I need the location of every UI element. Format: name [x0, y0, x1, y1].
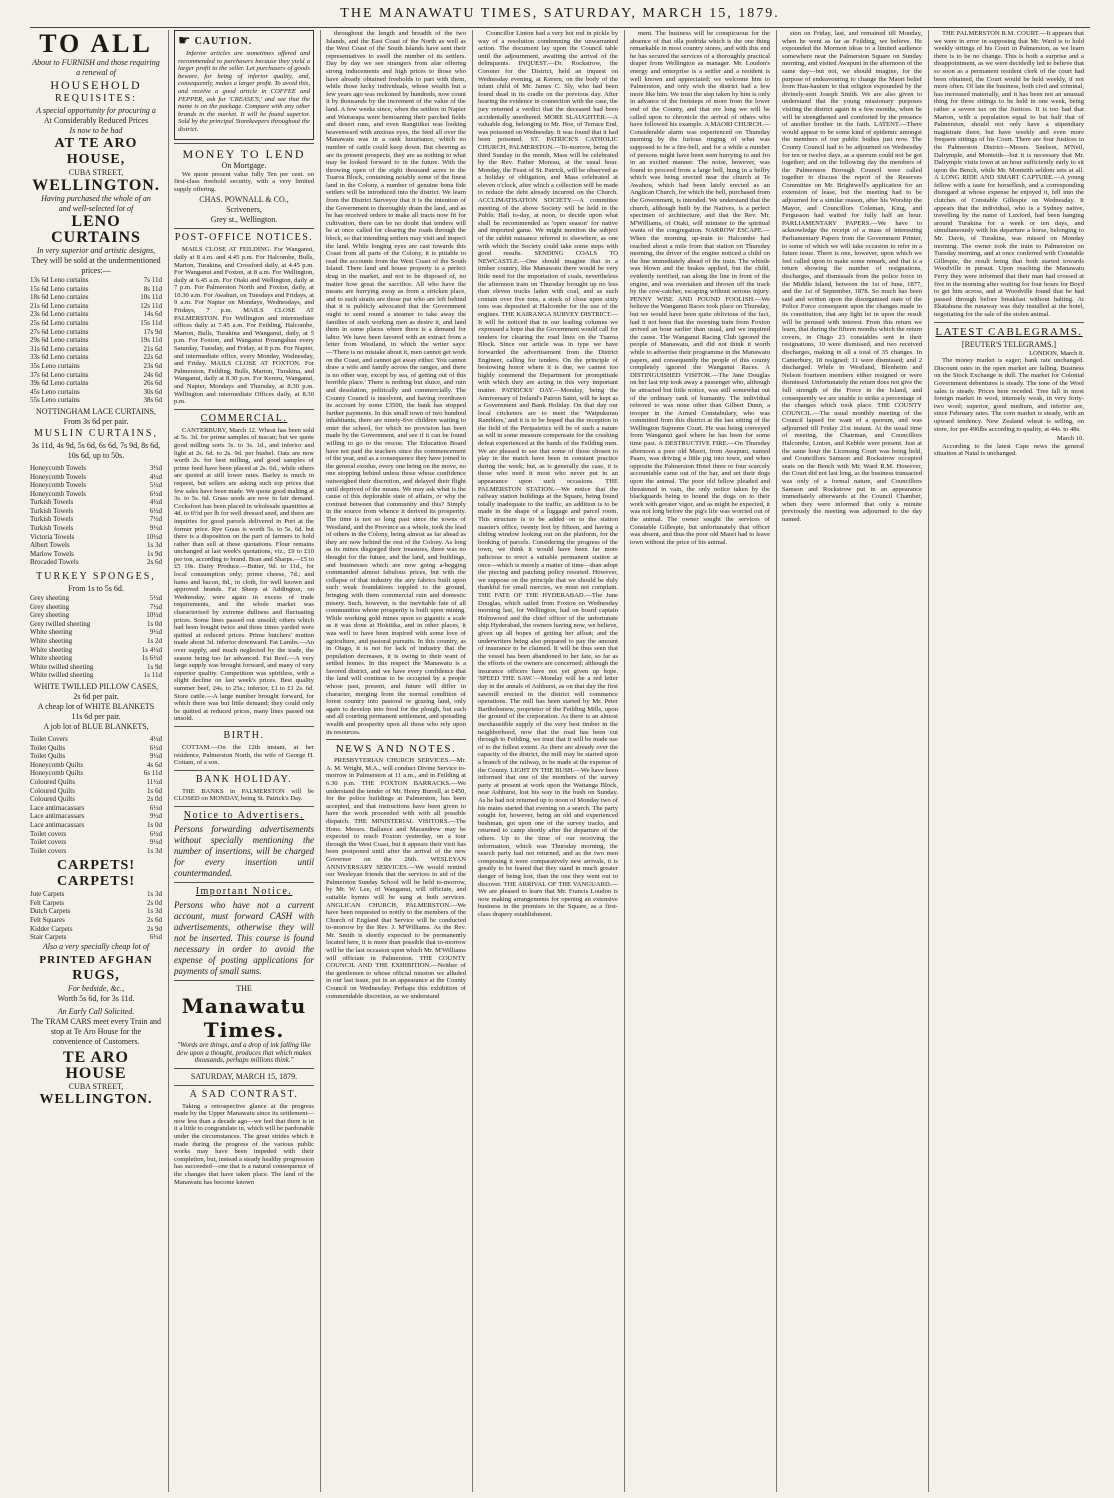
- carpet-price-list: [30, 890, 162, 942]
- covers-row-item: Toilet Quilts: [30, 752, 66, 761]
- now-hand-text: Is now to be had: [69, 126, 123, 135]
- covers-row-item: Lace antimacassars: [30, 812, 85, 821]
- towel-row: [30, 481, 162, 490]
- carpet-row-item: Jute Carpets: [30, 890, 65, 899]
- news-col5-text: ment. The business will be conspicuous for the absence of that olla podrida which is the one thing remarkable in most country stores, and with this end he has secured the services of a thoroughly practical draper from Wellington as manager. Mr. Loudon's energy and enterprise is a settler and a resident is well known and appreciated; we welcome him to Palmerston, and only wish the district had a few more like him. We trust the step taken by him is only in advance of the footsteps of more from the lower end of the County, and that ere long we will be called upon to chronicle the arrival of others who have followed his example. A MAORI CHURCH.—Considerable alarm was experienced on Thursday morning by the furious ringing of what was supposed to be a fire-bell, and for a while a number of persons might have been seen hurrying to and fro in an excited manner. The noise, however, was found to proceed from a large bell, hung in a belfry which was being erected near the church at Te Awahou, which had been lately erected as an Anglican Church, for which the bell, purchased from the Government, is intended. We understand that the church, although built by the Natives, is a perfect specimen of architecture, and that the Rev. Mr. M'Williams, of Otaki, will minister to the spiritual wants of the congregation. NARROW ESCAPE.—When the morning up-train to Halcombe had reached about a mile from that station on Thursday morning, the driver of the engine noticed a child on the line immediately ahead of the train. The whistle was blown and the brakes applied, but the child, evidently terrified, ran along the line in front of the engine, and was overtaken and thrown off the track by the cow-catcher, escaping without serious injury. PENNY WISE AND POUND FOOLISH.—We believe the Wanganui Races took place on Thursday, but we would have been quite oblivious of the fact, had it not been that the morning train from Foxton arrived an hour earlier than usual, and we inquired the cause. The Wanganui Racing Club ignored the people of Manawatu, and did not think it worth while to advertise their programme in the Manawatu papers, and consequently the people of this county completely ignored the Wanganui Races. A DISTINGUISHED VISITOR.—The Jane Douglas on her last trip took away a passenger who, although he attracted but little notice, was still somewhat out of the ordinary rank of humanity. The individual referred to was none other than Gilbert Dunn, a trooper in the Armed Constabulary, who was committed from this district at the last sitting of the Wellington Supreme Court. He was being conveyed from Wanganui gaol where he has been for some time past. A DESTRUCTIVE FIRE.—On Thursday afternoon a poor old Maori, from Awapuni, named Paaro, was driving a little pig into town, and when opposite the Palmerston Hotel three or four scarcely accountable came out of the bar, and set their dogs upon the animal. The poor old fellow pleaded and threatened in vain, the only notice taken by the blackguards being to hound the dogs on to their work with greater vigor, and as might be expected, it was not long before the pig's life was worried out of the animal. The owner sought the services of Constable Gillespie, but unfortunately that officer was absent, and thus the poor old Maori had to leave town without the price of his animal.: [630, 30, 770, 546]
- leno-row-price: 10s 11d: [140, 293, 162, 302]
- sheeting-row-price: 1s 11d: [143, 671, 162, 680]
- news-col4-text: Councillor Linton had a very hot rod in pickle by way of a resolution condemning the unwarranted action. The document lay upon the Council table until the adjournment, awaiting the arrival of the delinquents. INQUEST.—Dr. Rockstrow, the Coroner for the District, held an inquest on Wednesday evening, at Kereru, on the body of the infant child of Mr. James C. Sly, who had been found dead in its cradle on the previous day. After hearing the evidence in connection with the case, the jury returned a verdict that the deceased had been accidentally smothered. MORE SLAUGHTER.—A valuable dog, belonging to Mr. Hoe, of Terrace End, was poisoned on Wednesday. It was found that it had been poisoned. ST. PATRICK'S CATHOLIC CHURCH, PALMERSTON.—To-morrow, being the third Sunday in the month, Mass will be celebrated by the Rev. Father Moreau, at the usual hour. Monday, the Feast of St. Patrick, will be observed as a holiday of obligation, and Mass celebrated at eleven o'clock, after which a collection will be made to reduce the debt already incurred on the Church. ACCLIMATISATION SOCIETY.—A committee meeting of the above Society will be held in the Public Hall to-day, at noon, to decide upon what shall be recommended as 'open season' for native and imported game. We might mention the subject of the rabbit nuisance referred to elsewhere, as one with which the Society could take some steps with good results. SENDING COALS TO NEWCASTLE.—One should imagine that in a timber country, like Manawatu there would be very little need for the importation of coals, nevertheless the afternoon train on Thursday brought up no less than eleven trucks laden with coal, and as such contain over five tons, a stock of close upon sixty tons was deposited at Halcombe for the use of the engines. THE KAIRANGA SURVEY DISTRICT.—It will be noticed that in our leading columns we expressed a hope that the Government would call for tenders for clearing the road lines on the Tuaroa Block. Since our article was in type we have forwarded the advertisement from the District Engineer, calling for tenders. On the principle of bestowing honor where it is due, we cannot too highly commend the Department for promptitude with which they are acting in this very important matter. PATRICKS' DAY.—Monday, being the Anniversary of Ireland's Patron Saint, will be kept as a Government and Bank Holiday. On that day our local cricketers are to meet the 'Waipukurau Ramblers,' and it is to be hoped that the reception in the field of the Peripatetics will be of such a nature as will in some measure compensate for the crushing defeat experienced at the hands of the Feilding men. We are pleased to see that some of those chosen to play in the match have been in constant practice during the week; but, as is generally the case, it is those who need it most who never put in an appearance upon such occasions. THE PALMERSTON STATION.—We notice that the railway station buildings at the Square, being found totally inadequate to the traffic, an addition is to be made in the shape of a luggage and parcel room. This structure is to be added on to the station master's office, twenty feet by fifteen, and having a sliding window looking out on the platform, for the booking of parcels. Considering the progress of the town, we think it would have been far more judicious to erect a suitable permanent station at once—which is merely a matter of time—than adopt the piecing and patching policy resorted. However, we suppose on the principle that we should be duly thankful for small mercies, we must not complain. THE FATE OF THE HYDERABAD.—The June Douglas, which sailed from Foxton on Wednesday morning last, for Wellington, had on board captain Holmwood and the chief officer of the unfortunate ship Hyderabad, the owners having now, we believe, given up all hopes of getting her afloat; and the underwriters being also prepared to pay the amount of insurance to be claimed. It will be thus seen that the vessel has been abandoned to her fate, so far as the efforts of the owners are concerned; although the insurance officers have not yet given up hope. 'SPEED THE SAW.'—Monday will be a red letter day in the annals of Ashhurst, as on that day the first sawmill erected in the district will commence operations. The mill has been started by Mr. Peter Bartholomew, proprietor of the Feilding Mills, upon the ground of the corporation. As there is an almost inexhaustible supply of the very best timber in the neighborhood, now that the road has been cut through to Feilding, we trust that it will be made use of to the fullest extent. As there are already over the capacity of the district, the mill may be started upon a branch of the railway, to be made at the expense of the County. LIGHT IN THE BUSH.—We have been informed that one of the members of the survey party at present at work upon the Waitanga Block, near Ashhurst, lost his way in the bush on Sunday. As he had not returned up to noon of Monday two of his mates started that evening on a search. The party sought for, however, being an old and experienced bushman, got upon one of the survey tracks, and returned to camp shortly after the departure of the others. Up to the time of our receiving the information, which was Thursday morning, the search party had not returned, and as the two men composing it were comparatively new arrivals, it is greatly to be feared that they stand in much greater danger of being lost, than the one they went out to discover. THE ARRIVAL OF THE VANGUARD.—We are pleased to learn that Mr. Francis Loudon is now making arrangements for opening an extensive business in the premises in the Square, as a first-class drapery establishment.: [478, 30, 618, 918]
- column-3: [326, 30, 466, 1492]
- covers-row: [30, 830, 162, 839]
- scriveners-text: Scriveners,: [226, 205, 262, 215]
- leno-row-price: 38s 6d: [143, 396, 162, 405]
- sheeting-row-price: 1s 9d: [147, 662, 162, 671]
- towel-row-item: Turkish Towels: [30, 506, 74, 515]
- sheeting-row-price: 1s 4½d: [141, 645, 162, 654]
- paper-the: THE: [236, 983, 252, 993]
- paper-nameplate: Manawatu Times.: [181, 993, 307, 1042]
- towel-row: [30, 533, 162, 542]
- covers-row: [30, 787, 162, 796]
- news-col7-text: THE PALMERSTON R.M. COURT.—It appears that we were in error in supposing that Mr. Ward is to hold weekly sittings of his Court in Palmerston, as we learn there is to be no change. This is both a surprise and a disappointment, as we were decidedly led to believe that so soon as a permanent resident clerk of the court had been obtained, the Court would be held weekly, if not more often. Of late the business, both civil and criminal, has increased materially, and it has been not an unusual thing for three sittings to be held in one week, being rather a severe tax on the Justices. It is too bad that Marton, with a population equal to but half that of Palmerston, should not only have a stipendiary magistrate there, but have weekly and even more frequent sittings of his Court. There are four Justices in the Palmerston District—Messrs. Snelson, M'Neil, Dalrymple, and Monteith—but it is necessary that Mr. Dalrymple visits town at an hour sufficiently early to sit upon the Bench, while Mr. Monteith seldom sets at all. A LONG RIDE AND SMART CAPTURE.—A young fellow with a taste for horseflesh, and a corresponding disregard at whose expense he enjoyed it, fell into the clutches of Constable Gillespie on Wednesday. It appears that the individual, who is a Sydney native, travelling by the name of Luxford, had been hanging around Turakina for a week or ten days, and simultaneously with his departure a horse, belonging to Mr. Davis, of Turakina, was missed on Monday morning. The owner took the train to Palmerston on Tuesday morning, and at once conferred with Constable Gillespie, the result being that both started towards Woodville in pursuit. Upon reaching the Manawatu Ferry they were informed that their man had crossed at five in the morning after waiting for four hours for Boyd to get him across, and at Woodville found that he had passed through before breakfast without halting. At Ekatahuna the runaway was duly installed at the hotel, negotiating for the sale of the stolen animal.: [934, 30, 1084, 318]
- covers-row-price: 6½d: [149, 743, 162, 752]
- covers-row-item: Coloured Quilts: [30, 777, 75, 786]
- household-heading: HOUSEHOLD: [50, 78, 142, 92]
- sponges-heading: TURKEY SPONGES,: [36, 571, 156, 583]
- te-aro-footer: TE ARO HOUSE: [62, 1048, 129, 1082]
- sold-text: They will be sold at the undermentioned prices:—: [31, 256, 161, 275]
- te-aro-heading: AT TE ARO HOUSE,: [54, 136, 138, 167]
- covers-row-item: Lace antimacassars: [30, 820, 85, 829]
- leno-row: [30, 285, 162, 294]
- leno-row: [30, 336, 162, 345]
- towel-row-item: Albert Towels: [30, 541, 70, 550]
- covers-row: [30, 795, 162, 804]
- leno-row-item: 33s 6d Leno curtains: [30, 353, 89, 362]
- leno-row-price: 7s 11d: [143, 276, 162, 284]
- towel-row-item: Turkish Towels: [30, 515, 74, 524]
- covers-price-list: [30, 735, 162, 855]
- sheeting-row: [30, 646, 162, 655]
- rugs-price: Worth 5s 6d, for 3s 11d.: [57, 993, 135, 1003]
- carpet-row-price: 2s 9d: [147, 924, 162, 933]
- column-rule: [472, 30, 473, 1492]
- covers-row: [30, 821, 162, 830]
- muslin-heading: MUSLIN CURTAINS,: [34, 427, 158, 439]
- sheeting-row-item: White twilled sheeting: [30, 662, 94, 671]
- leno-row-item: 55s Leno curtains: [30, 396, 80, 405]
- sheeting-row-item: White twilled sheeting: [30, 671, 94, 680]
- sheeting-row-item: White sheeting: [30, 645, 73, 654]
- cable-text-2: According to the latest Cape news the general situation at Natal is unchanged.: [934, 442, 1084, 458]
- leno-row-price: 12s 11d: [140, 301, 162, 310]
- sheeting-row: [30, 628, 162, 637]
- sheeting-row: [30, 637, 162, 646]
- leno-row: [30, 310, 162, 319]
- cablegrams-subtitle: [REUTER'S TELEGRAMS.]: [961, 339, 1057, 349]
- carpet-row-item: Felt Carpets: [30, 898, 65, 907]
- covers-row-price: 6½d: [149, 829, 162, 838]
- news-col6-text: ston on Friday, last, and remained till Monday, when he went as far as Feilding, we believe. He expounded the Mormon ideas to a limited audience somewhere near the Palmerston Square on Sunday morning, and visited Awapuni in the afternoon of the same day—but not, we should imagine, for the purpose of endeavouring to change the Maori belief from Hau-hauism to that religion expounded by the divinely-sent Joseph Smith. We are also given to understand that the young missionary purposes visiting the district again in a few months, when he will be strengthened and comforted by the presence of another brother in the faith. LATENT.—There would appear to be some kind of epidemic amongst the members of our public bodies just now. The County Council had to be adjourned on Wednesday for ten or twelve days, as a quorum could not be got together; and on the following day the members of the Palmerston Borough Council were called together to discuss the report of the Reserves Committee on Mr. Brightwell's application for an extension of lease, but the meeting had to be adjourned for a similar reason, after his Worship the Mayor, and Councillors Coleman, King, and Fergusson had waited for fully half an hour. PARLIAMENTARY PAPERS.—We have to acknowledge the receipt of a mass of interesting Parliamentary Papers from the Government Printer, to some of which we will take occasion to refer in a future issue. There is one, however, upon which we feel called upon to make some remark, and that is a return showing the number of resignations, discharges, and dismissals from the police force in the Middle Island, between the 1st of June, 1877, and the 1st of September, 1878. So much has been said and written upon the disorganised state of the Police Force consequent upon the changes made in its constitution, that any light let in upon the result will be perused with interest. From this return we learn, that during the fifteen months which the return covers, in Otago 23 constables sent in their resignations, 10 were dismissed, and two received discharges, making in all a total of 35 changes. In Canterbury, 18 resigned; 11 were dismissed; and 2 discharged. While in Westland, Blenheim and Nelson fourteen members either resigned or were dismissed. Unfortunately the return does not give the full strength of the Force in the Island, and consequently we are unable to strike a percentage of the changes which took place. THE COUNTY COUNCIL.—The usual monthly meeting of the Council lapsed for want of a quorum, and was adjourned till Friday 21st instant. At the usual time of meeting, the Chairman, and Councillors Halcombe, Linton, and Kebble were present. Just at the same hour the Licensing Court was being held, and Councillors Samson and Rockstrow occupied seats on the Bench with Mr. Ward R.M. However, the Court did not last long, as the business transacted was only of a formal nature, and Councillors Samson and Rockstrow put in an appearance immediately afterwards at the Council Chamber, when they were informed that only a minute previously the meeting was adjourned to the day named.: [782, 30, 922, 523]
- towel-row-item: Honeycomb Towels: [30, 463, 86, 472]
- towel-row-price: 6½d: [149, 506, 162, 515]
- towel-row-price: 6½d: [149, 489, 162, 498]
- towel-row-price: 5½d: [149, 481, 162, 490]
- page-masthead: THE MANAWATU TIMES, SATURDAY, MARCH 15, 1879.: [30, 6, 1090, 28]
- leno-row: [30, 362, 162, 371]
- towel-row-price: 4½d: [149, 472, 162, 481]
- birth-title: BIRTH.: [223, 729, 265, 741]
- important-notice-text: Persons who have not a current account, must forward CASH with advertisements, otherwise they will not be inserted. This course is found necessary in order to avoid the expense of posting applications for payments of small sums.: [174, 899, 314, 976]
- firm-name: CHAS. POWNALL & CO.,: [199, 195, 289, 205]
- sheeting-row-item: White sheeting: [30, 654, 73, 663]
- leno-row: [30, 353, 162, 362]
- towel-row-item: Turkish Towels: [30, 498, 74, 507]
- leno-row: [30, 319, 162, 328]
- towel-row: [30, 464, 162, 473]
- caution-box: [174, 30, 314, 140]
- sheeting-row: [30, 620, 162, 629]
- carpet-row-item: Dutch Carpets: [30, 907, 71, 916]
- pointing-hand-icon: ☛: [178, 34, 191, 50]
- covers-row: [30, 735, 162, 744]
- carpet-row: [30, 899, 162, 908]
- sheeting-row: [30, 654, 162, 663]
- covers-row-price: 4½d: [149, 734, 162, 743]
- sheeting-row-price: 10½d: [146, 611, 162, 620]
- sheeting-row-item: Grey sheeting: [30, 611, 70, 620]
- sheeting-row: [30, 603, 162, 612]
- covers-row: [30, 838, 162, 847]
- carpets-heading: CARPETS! CARPETS!: [56, 858, 135, 890]
- mortgage-subheading: On Mortgage.: [221, 160, 267, 170]
- sheeting-price-list: [30, 594, 162, 680]
- sheeting-row: [30, 671, 162, 680]
- carpet-row-price: 1s 3d: [147, 890, 162, 899]
- carpet-row: [30, 890, 162, 899]
- rugs-sub: For bedside, &c.,: [67, 983, 125, 993]
- leno-row-item: 23s 6d Leno curtains: [30, 310, 89, 319]
- printed-afghan: PRINTED AFGHAN: [39, 953, 153, 966]
- post-office-title: POST-OFFICE NOTICES.: [174, 232, 314, 244]
- towel-row-item: Honeycomb Towels: [30, 481, 86, 490]
- important-notice-title: Important Notice.: [195, 885, 293, 897]
- leno-row-item: 27s 6d Leno curtains: [30, 327, 89, 336]
- column-4: [478, 30, 618, 1492]
- money-heading: MONEY TO LEND: [182, 146, 306, 161]
- towel-row-price: 3½d: [149, 463, 162, 472]
- about-text: About to FURNISH and those requiring a renewal of: [32, 58, 160, 77]
- leno-row-item: 45s Leno curtains: [30, 387, 80, 396]
- money-text: We quote present value fully Ten per cent. on first-class freehold security, with a very limited supply offering.: [174, 170, 314, 193]
- towel-row-item: Victoria Towels: [30, 532, 75, 541]
- towel-row: [30, 507, 162, 516]
- covers-row-price: 1s 3d: [147, 846, 162, 855]
- leno-row-item: 37s 6d Leno curtains: [30, 370, 89, 379]
- column-rule: [928, 30, 929, 1492]
- carpet-row-price: 1s 3d: [147, 907, 162, 916]
- leno-row-price: 26s 6d: [143, 379, 162, 388]
- towel-row: [30, 550, 162, 559]
- news-notes-title: NEWS AND NOTES.: [335, 743, 457, 756]
- leno-row-price: 14s 6d: [143, 310, 162, 319]
- rugs-intro: Also a very specially cheap lot of: [42, 941, 150, 951]
- carpet-row-price: 6½d: [149, 933, 162, 942]
- wellington-footer: WELLINGTON.: [39, 1091, 153, 1107]
- leno-row-item: 21s 6d Leno curtains: [30, 301, 89, 310]
- leno-row-price: 19s 11d: [140, 336, 162, 345]
- sheeting-row-item: White sheeting: [30, 637, 73, 645]
- covers-row-item: Toilet Covers: [30, 734, 68, 743]
- cable-date: LONDON, March 8.: [1029, 349, 1084, 357]
- caution-title: CAUTION.: [194, 36, 253, 47]
- early-call: An Early Call Solicited.: [57, 1006, 135, 1016]
- nottingham-price: From 3s 6d per pair.: [63, 416, 129, 426]
- towel-row: [30, 490, 162, 499]
- muslin-prices: 3s 11d, 4s 9d, 5s 6d, 6s 6d, 7s 9d, 8s 6d, 10s 6d, up to 50s.: [31, 440, 161, 460]
- sad-contrast-title: A SAD CONTRAST.: [189, 1088, 299, 1100]
- superior-text: In very superior and artistic designs,: [36, 246, 156, 255]
- carpet-row-item: Stair Carpets: [30, 933, 67, 942]
- towel-price-list: [30, 464, 162, 567]
- requisites-heading: REQUISITES:: [55, 93, 137, 104]
- leno-row: [30, 388, 162, 397]
- sheeting-row-price: 5½d: [149, 594, 162, 603]
- blue-blankets: A job lot of BLUE BLANKETS,: [43, 721, 149, 731]
- advertisers-text: Persons forwarding advertisements without specially mentioning the number of insertions, will be charged for every insertion until countermanded.: [174, 823, 314, 878]
- carpet-row-price: 2s 6d: [147, 916, 162, 925]
- leno-row-price: 8s 11d: [143, 284, 162, 293]
- cablegrams-title: LATEST CABLEGRAMS.: [935, 325, 1083, 338]
- firm-address: Grey st., Wellington.: [210, 215, 278, 225]
- sheeting-row-price: 1s 6½d: [141, 654, 162, 663]
- leno-row: [30, 302, 162, 311]
- towel-row-item: Marlow Towels: [30, 549, 74, 558]
- sheeting-row-item: White sheeting: [30, 628, 73, 637]
- towel-row-price: 2s 6d: [147, 558, 162, 567]
- covers-row-item: Coloured Quilts: [30, 795, 75, 804]
- leno-price-list: [30, 276, 162, 405]
- towel-row-price: 7½d: [149, 515, 162, 524]
- sheeting-row-price: 9½d: [149, 628, 162, 637]
- leno-row-price: 15s 11d: [140, 318, 162, 327]
- leno-row-price: 21s 6d: [143, 344, 162, 353]
- blankets-heading: A cheap lot of WHITE BLANKETS: [37, 701, 155, 711]
- covers-row-item: Coloured Quilts: [30, 786, 75, 795]
- news-notes-text: PRESBYTERIAN CHURCH SERVICES.—Mr. A. M. Wright, M.A., will conduct Divine Service to-morrow in Palmerston at 11 a.m., and in Feilding at 6.30 p.m. THE FOXTON BARRACKS.—We understand the tender of Mr. Henry Burrell, at £450, for the police buildings at Palmerston, has been accepted, and that instructions have been given to have the work proceeded with with all possible dispatch. THE MINISTERIAL VISITORS.—The Hons. Messrs. Ballance and Macandrew may be expected to reach Foxton yesterday, on a tour through the West Coast, but it appears their visit has been postponed until after the arrival of the new Governor on the 26th. WESLEYAN ANNIVERSARY SERVICES.—We would remind our Wesleyan friends that the services in aid of the Palmerston Sunday School will be held to-morrow, by Mr. W. Lee, of Wanganui, will officiate, and suitable hymns will be sung at both services. ANGLICAN CHURCH, PALMERSTON.—We have been requested to notify to the members of the Church of England that Service will be conducted to-morrow by the Rev. J. M'Williams. As the Rev. Mr. Smith is shortly expected to be permanently located here, it is more than possible that to-morrow will be the last occasion upon which Mr. M'Williams will officiate in Palmerston. THE COUNTY COUNCIL AND THE EXHIBITION.—Neither of the gentlemen to whose official mission we alluded in our last issue, put in an appearance at the County Council on Wednesday. Perhaps this exhibition of commendable discretion, as we understand: [326, 757, 466, 1000]
- towel-row-price: 10½d: [146, 532, 162, 541]
- leno-row-item: 18s 6d Leno curtains: [30, 293, 89, 302]
- commercial-title: COMMERCIAL.: [200, 412, 288, 424]
- leno-row-item: 29s 6d Leno curtains: [30, 336, 89, 345]
- carpet-row: [30, 916, 162, 925]
- sponges-price: From 1s to 5s 6d.: [68, 584, 124, 594]
- towel-row-item: Honeycomb Towels: [30, 489, 86, 498]
- leno-row: [30, 276, 162, 285]
- leno-row: [30, 345, 162, 354]
- carpet-row: [30, 933, 162, 942]
- towel-row-price: 4½d: [149, 498, 162, 507]
- covers-row: [30, 812, 162, 821]
- carpet-row-price: 2s 0d: [147, 898, 162, 907]
- covers-row-price: 9½d: [149, 838, 162, 847]
- having-text: Having purchased the whole of an: [41, 194, 151, 203]
- leno-row: [30, 328, 162, 337]
- sheeting-row: [30, 594, 162, 603]
- covers-row: [30, 847, 162, 856]
- column-5: [630, 30, 770, 1492]
- commercial-text: CANTERBURY, March 12. Wheat has been sold at 5s. 3d. for prime samples of tuscan; but we quote good milling sorts 3s. to 3s. 1d., and inferior and light at 2s. 6d. to 2s. 9d. per bushel. Oats are now worth 2s. for best milling, and good samples of prime feed have been placed at 2s. 6d., while others are quoted at still lower rates. Barley is much in request, but sellers are asking such top prices that few sales have been made. We quote good malting at 3s. to 5s. 6d. Grass seeds are now in fair demand. Cocksfoot has been placed in wholesale quantities at 4d. to 6½d per lb for well dressed seed, and there are inquiries for good parcels delivered in Port at the former price. Rye Grass is worth 5s. to 5s. 6d. but there is a disposition on the part of farmers to hold rather than sell at these quotations. Flour remains unchanged at last week's quotations, viz., £9 to £10 per ton, according to brand. Bran and Sharps.—£5 to £5 10s. Dairy Produce.—Butter, 9d. to 11d., for local consumption only; prime cheese, 7d.; and hams and bacon, 8d., in cloth, for well known and approved brands. Fat Sheep at Addington, on Wednesday, were again in excess of trade requirements, and the whole market was characterised by extreme dullness and fluctuating prices. Some lines passed out unsold; others which had been bought twice and three times yarded were quitted at reduced prices. Prime butchers' mutton made about 3d. inferior downward. Fat Lambs.—An over supply, and much neglected by the trade, the season being too far advanced. Fat Beef.—A very large supply was brought forward, and many of very superior quality. Competition was spiritless, with a slight decline on last week's prices. Best quality summer beef, 24s. to 25s.; inferior, £1 to £1 2s. 6d. Store cattle.—A large number brought forward, for which there was but little demand; they could only be quitted at reduced prices, many lines passed out unsold.: [174, 426, 314, 723]
- issue-date: SATURDAY, MARCH 15, 1879.: [190, 1071, 298, 1081]
- leno-row-price: 17s 9d: [143, 327, 162, 336]
- caution-text: Inferior articles are sometimes offered and recommended to purchasers because they yield a larger profit to the seller. Let purchasers of goods beware, for being of inferior quality, and, consequently, makes a larger profit. To avoid this, and receive a good article in COFFEE and PEPPER, ask for 'CREASE'S,' and see that the name is on the package. Compare with any other brands in the market. It will be found superior. Sold by the principal Storekeepers throughout the district.: [178, 50, 310, 133]
- reduced-text: At Considerably Reduced Prices: [43, 116, 149, 125]
- leno-row-item: 15s 6d Leno curtains: [30, 284, 89, 293]
- covers-row-item: Toilet covers: [30, 829, 67, 838]
- pillow-heading: WHITE TWILLED PILLOW CASES,: [33, 681, 159, 691]
- leno-row-price: 22s 6d: [143, 353, 162, 362]
- advertisers-title: Notice to Advertisers.: [183, 809, 305, 821]
- to-all-heading: TO ALL: [39, 30, 153, 58]
- towel-row: [30, 498, 162, 507]
- towel-row-price: 1s 3d: [147, 541, 162, 550]
- leno-heading: LENO CURTAINS: [51, 213, 141, 246]
- covers-row-item: Toilet Quilts: [30, 743, 66, 752]
- covers-row-item: Lace antimacassars: [30, 803, 85, 812]
- towel-row-item: Turkish Towels: [30, 524, 74, 533]
- post-office-text: MAILS CLOSE AT FEILDING. For Wanganui, daily at 8 a.m. and 4.45 p.m. For Halcombe, Bulls, Marton, Turakina, and Crossford daily, at 4.45 p.m. For Wanganui and Foxton, at 8 a.m. For Wellington, daily at 6.45 a.m. For Otaki and Wellington, daily at 7 p.m. For Palmerston North and Foxton, daily, at 10.30 a.m. For Awahuri, on Tuesdays and Fridays, at 9 a.m. For Napier on Mondays, Wednesdays, and Fridays, 7 p.m. MAILS CLOSE AT PALMERSTON. For Wellington and intermediate offices daily at 7.45 a.m. For Feilding, Halcombe, Marton, Bulls, Turakina and Wanganui, daily, at 5 p.m. For Foxton, and Wanganui Porangahau every Saturday, Tuesday, and Friday, at 8 p.m. For Napier, and intermediate office, every Monday, Wednesday, and Friday. MAILS CLOSE AT FOXTON. For Palmerston, Feilding, Bulls, Marton, Turakina, and Wanganui, daily at 8.30 p.m. For Kereru, Wanganui, and Napier, Mondays and Thursday, at 8.30 p.m. Wellington and intermediate Offices daily, at 8.30 p.m.: [174, 246, 314, 406]
- covers-row-price: 9½d: [149, 812, 162, 821]
- sheeting-row-price: 1s 0d: [147, 619, 162, 628]
- covers-row-price: 6½d: [149, 803, 162, 812]
- cuba-footer: CUBA STREET,: [68, 1081, 124, 1091]
- column-6: [782, 30, 922, 1492]
- leno-row-price: 24s 6d: [143, 370, 162, 379]
- leno-row-price: 23s 6d: [143, 361, 162, 370]
- selected-text: and well-selected lot of: [58, 204, 134, 213]
- wellington-heading: WELLINGTON.: [32, 177, 160, 194]
- covers-row: [30, 761, 162, 770]
- bank-holiday-title: BANK HOLIDAY.: [195, 773, 293, 785]
- bank-holiday-text: THE BANKS in PALMERSTON will be CLOSED on MONDAY, being St. Patrick's Day.: [174, 787, 314, 803]
- paper-motto: "Words are things, and a drop of ink falling like dew upon a thought, produces that which makes thousands, perhaps millions think.": [176, 1040, 312, 1065]
- sheeting-row-item: Grey sheeting: [30, 602, 70, 611]
- covers-row: [30, 744, 162, 753]
- leno-row-item: 39s 6d Leno curtains: [30, 379, 89, 388]
- leno-row-item: 13s 6d Leno curtains: [30, 276, 89, 284]
- carpet-row: [30, 925, 162, 934]
- leno-row: [30, 371, 162, 380]
- cable-date-2: March 10.: [1056, 435, 1084, 443]
- tram-notice: The TRAM CARS meet every Train and stop at Te Aro House for the convenience of Customers.: [30, 1016, 162, 1046]
- towel-row-item: Honeycomb Towels: [30, 472, 86, 481]
- leno-row: [30, 396, 162, 405]
- column-rule: [624, 30, 625, 1492]
- sheeting-row: [30, 611, 162, 620]
- leader-continued: throughout the length and breadth of the two Islands, and the East Coast of the North as well as the West Coast of the South Islands have sent their representatives to swell the number of its settlers. Day by day we see strangers from afar offering strong inducements and high prices to those who have already obtained freeholds to part with them, while those lucky individuals, whose wealth but a few years ago was reckoned by hundreds, now count it by thousands by the increment of the value of the land. A few weeks since, when the settlers in Napier and Wairarapa were bemoaning their parched fields and desert runs, and even Rangitikei was looking heavenward with anxious eyes, the feed all over the Manawatu was in a rank luxuriance, which no number of cattle could keep down. But cheering as are its present prospects, they are as nothing to what may be looked forward to in the future. With the throwing open of the eight thousand acres in the Tuaroa Block, containing notably some of the finest land in the Colony, a number of genuine bona fide settlers will be introduced into the district. We learn from the District Surveyor that it is the intention of the Government to thoroughly drain the land, and as he has received orders to make all tracts now fit for cultivation, there can be no doubt that tenders will be at once called for clearing the roads through the block, so that intending settlers may visit and inspect the land. While longing eyes are cast towards this Coast from all parts of the Colony, it is pitiable to read the accounts from the West Coast of the South Island. There land and house property is a perfect drug in the market, and not to be disposed of, no matter how great the sacrifice. All who have the means are hurrying away as from a stricken place, and to such straits are those put who are left behind that it is publicly advocated that the Government ought to send round a steamer to take away the families of such working men as desire it, and land them in some places where there is a demand for labor. We have been favored with an extract from a letter from Westland, in which the writer says:—'There is no mistake about it, men cannot get work on the Coast, and cannot get away either. You cannot draw a wife and family across the ranges, and there is no other way, except by sea, of getting out of this horrible place.' There is nothing but sluice, and ruin and desolation, politically and commercially. The County Council is insolvent, and having overdrawn its account by some £3500, the bank has stopped further payments. In this small town of two hundred inhabitants, there are ninety-five children waiting to enter the school, for which no provision has been made by the Government, and see if it can be found willing to go to the rescue. The Education Board have not paid the teachers since the commencement of the year, and as a consequence they have joined in the general exodus, every one being on the move, no one stopping behind unless those whose confidence outweighed their discretion, and delayed their flight until deprived of the means. We may ask what is the cause of this deplorable state of affairs, or why the contrast between that community and this? Simply in the source from whence it derived its prosperity. The time is not so long past since the towns of Westland, and the Province as a whole, took the lead of others in the Colony, being almost as far ahead as they are now behind the rest of the Colony. As long as its mines disgorged their treasures, there was no thought for the future, and the land, and buildings, and businesses which are now going a-begging commanded almost fabulous prices, but with the collapse of that industry the airy fabrics built upon such weak foundations toppled to the ground, bringing with them commercial ruin and domestic misery. Such, however, is the inevitable fate of all communities whose prosperity is built upon mining. While working gold mines upon so gigantic a scale as it was done at Hokitika, and in other places, it was well to have been inspired with some love of agriculture, and pastoral pursuits. In this country, as in Otago, it is not for lack of industry that the population decreases, it is owing to their want of settled homes. In this respect the Manawatu is a favored district, and we have every confidence that the land will continue to be occupied by a people whose past, present, and future will differ in character, merging from the normal condition of forest country into pastoral or grazing land, only again to develop into food for the plough, but each and all courting permanent settlement, and spreading wealth and prosperity upon all those who rely upon its resources.: [326, 30, 466, 736]
- covers-row-price: 4s 6d: [147, 760, 162, 769]
- leno-row: [30, 293, 162, 302]
- covers-row-price: 9½d: [149, 752, 162, 761]
- leno-row-item: 31s 6d Leno curtains: [30, 344, 89, 353]
- towel-row: [30, 515, 162, 524]
- leno-row: [30, 379, 162, 388]
- column-1-te-aro-advert: [30, 30, 162, 1492]
- covers-row-price: 1s 6d: [147, 786, 162, 795]
- sheeting-row-price: 1s 2d: [147, 637, 162, 645]
- leno-row-price: 30s 6d: [143, 387, 162, 396]
- column-rule: [168, 30, 169, 1492]
- towel-row-price: 1s 9d: [147, 549, 162, 558]
- towel-row: [30, 473, 162, 482]
- covers-row: [30, 769, 162, 778]
- special-text: A special opportunity for procuring a: [36, 106, 156, 115]
- column-2: [174, 30, 314, 1492]
- sad-contrast-text: Taking a retrospective glance at the progress made by the Upper Manawatu since its settlement—now less than a decade ago—we feel that there is in it a little to congratulate in, which will be pardonable under the circumstances. The great strides which it made during the progress of the various public works may have been impeded with their completion, but, instead a steady healthy progression has succeeded—one that is a natural consequence of the changes that have taken place. The land of the Manawatu has become known: [174, 1102, 314, 1186]
- column-7: [934, 30, 1084, 1492]
- sheeting-row-item: Grey twilled sheeting: [30, 619, 91, 628]
- covers-row-item: Toilet covers: [30, 838, 67, 847]
- carpet-row-item: Felt Squares: [30, 916, 65, 925]
- covers-row: [30, 752, 162, 761]
- covers-row: [30, 804, 162, 813]
- pillow-price: 2s 6d per pair.: [73, 691, 119, 701]
- cable-text: The money market is eager; bank rate unchanged. Discount rates in the open market are falling. Business on the Stock Exchange is dull. The market for Colonial Government debentures is steady. The tone of the Wool sales is steady. Prices here receded. Tree fall in most foreign market in wool, intensely weak, in very forty-two wool; superior, good medium, and inferior are, since February rates. The corn market is steady, with an upward tendency. New Zealand wheat is selling, on store, for per 496lbs according to quality, at 44s. to 48s.: [934, 357, 1084, 433]
- towel-row-item: Brocaded Towels: [30, 558, 79, 567]
- towel-row-price: 9½d: [149, 524, 162, 533]
- sheeting-row-price: 7½d: [149, 602, 162, 611]
- covers-row-price: 6s 11d: [143, 769, 162, 778]
- rugs-heading: RUGS,: [72, 967, 120, 983]
- column-rule: [320, 30, 321, 1492]
- covers-row-item: Honeycomb Quilts: [30, 769, 84, 778]
- carpet-row-item: Kidder Carpets: [30, 924, 73, 933]
- birth-text: COTTAM.—On the 12th instant, at her residence, Palmerston North, the wife of George H. Cottam, of a son.: [174, 743, 314, 767]
- sheeting-row-item: Grey sheeting: [30, 594, 70, 603]
- cuba-street: CUBA STREET,: [68, 168, 124, 177]
- covers-row-price: 2s 0d: [147, 795, 162, 804]
- towel-row: [30, 541, 162, 550]
- covers-row-price: 1s 0d: [147, 820, 162, 829]
- sheeting-row: [30, 663, 162, 672]
- leno-row-item: 25s 6d Leno curtains: [30, 318, 89, 327]
- blankets-price: 11s 6d per pair.: [71, 711, 121, 721]
- covers-row: [30, 778, 162, 787]
- covers-row-item: Toilet covers: [30, 846, 67, 855]
- leno-row-item: 35s Leno curtains: [30, 361, 80, 370]
- carpet-row: [30, 907, 162, 916]
- covers-row-item: Honeycomb Quilts: [30, 760, 84, 769]
- towel-row: [30, 558, 162, 567]
- covers-row-price: 11½d: [146, 777, 162, 786]
- column-rule: [776, 30, 777, 1492]
- nottingham-heading: NOTTINGHAM LACE CURTAINS,: [36, 406, 156, 416]
- towel-row: [30, 524, 162, 533]
